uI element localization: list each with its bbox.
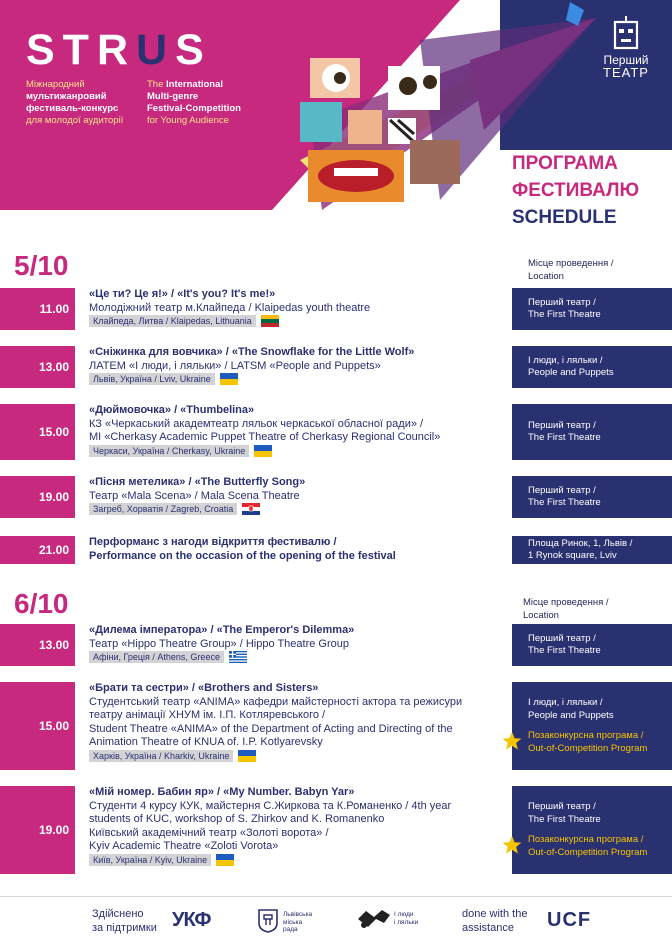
- star-icon: [502, 731, 522, 751]
- support-text-en: done with the assistance: [462, 908, 528, 934]
- ukraine-flag-icon: [216, 854, 234, 866]
- tagline-en: The International Multi-genre Festival-Competition for Young Audience: [147, 79, 241, 126]
- lithuania-flag-icon: [261, 315, 279, 327]
- event-venue: Перший театр / The First Theatre: [512, 476, 672, 518]
- event-time: 21.00: [0, 536, 75, 564]
- event-venue: Перший театр / The First Theatre: [512, 288, 672, 330]
- event-city: Львів, Україна / Lviv, Ukraine: [89, 373, 215, 385]
- ukraine-flag-icon: [254, 445, 272, 457]
- event-item: «Сніжинка для вовчика» / «The Snowflake for the Little Wolf» ЛАТЕМ «І люди, і ляльки» / LATSM «People and Puppets» Львів, Україна / Lviv, Ukraine: [89, 346, 415, 385]
- event-city: Харків, Україна / Kharkiv, Ukraine: [89, 750, 233, 762]
- lviv-council-logo: Львівська міська рада: [283, 911, 313, 933]
- first-theatre-logo: [596, 16, 656, 79]
- event-item: Перформанс з нагоди відкриття фестивалю / Performance on the occasion of the opening of the festival: [89, 536, 396, 562]
- event-venue: І люди, і ляльки / People and Puppets: [512, 346, 672, 388]
- star-icon: [502, 835, 522, 855]
- event-item: «Це ти? Це я!» / «It's you? It's me!» Молодіжний театр м.Клайпеда / Klaipedas youth theatre Клайпеда, Литва / Klaipedas, Lithuania: [89, 288, 371, 327]
- strus-logo: STRUS: [26, 26, 212, 74]
- tagline-ua: Міжнародний мультижанровий фестиваль-конкурс для молодої аудиторії: [26, 79, 124, 126]
- event-venue: Площа Ринок, 1, Львів / 1 Rynok square, Lviv: [512, 536, 672, 564]
- event-item: «Мій номер. Бабин яр» / «My Number. Babyn Yar» Студенти 4 курсу КУК, майстерня С.Жиркова та К.Романенко / 4th year students of KUC, workshop of S. Zhirkov and K. Romanenko Київський академічний театр «Золоті ворота» / Kyiv Academic Theatre «Zoloti Vorota» Київ, Україна / Kyiv, Ukraine: [89, 786, 452, 865]
- out-of-competition-label: Позаконкурсна програма /: [528, 834, 644, 845]
- support-text-ua: Здійснено за підтримки: [92, 908, 157, 934]
- theatre-mask-icon: [612, 16, 640, 50]
- partner-name-2: ТЕАТР: [603, 65, 649, 80]
- event-city: Київ, Україна / Kyiv, Ukraine: [89, 854, 211, 866]
- event-time: 13.00: [0, 624, 75, 666]
- day-heading-5-10: 5/10: [14, 250, 69, 281]
- croatia-flag-icon: [242, 503, 260, 515]
- ukraine-flag-icon: [238, 750, 256, 762]
- event-time: 13.00: [0, 346, 75, 388]
- location-header: Місце проведення / Location: [528, 258, 614, 282]
- ukf-logo: УКФ: [172, 909, 211, 931]
- puppets-theatre-logo-icon: [356, 907, 392, 931]
- event-city: Афіни, Греція / Athens, Greece: [89, 651, 224, 663]
- event-item: «Брати та сестри» / «Brothers and Sisters» Студентський театр «ANIMA» кафедри майстерності актора та режисури театру анімації ХНУМ ім. І.П. Котляревського / Student Theatre «ANIMA» of the Department of Acting and Directing of the Animation Theatre of KNUA of. I.P. Kotlyarevsky Харків, Україна / Kharkiv, Ukraine: [89, 682, 463, 761]
- greece-flag-icon: [229, 651, 247, 663]
- event-city: Черкаси, Україна / Cherkasy, Ukraine: [89, 445, 249, 457]
- event-venue: Перший театр / The First Theatre: [512, 404, 672, 460]
- location-header: Місце проведення / Location: [523, 597, 609, 621]
- program-title: ПРОГРАМА ФЕСТИВАЛЮ SCHEDULE: [512, 153, 640, 228]
- event-time: 19.00: [0, 786, 75, 874]
- sponsors-footer: [0, 897, 672, 951]
- event-time: 19.00: [0, 476, 75, 518]
- puppets-theatre-name: І люди і ляльки: [394, 911, 419, 926]
- event-item: «Пісня метелика» / «The Butterfly Song» Театр «Mala Scena» / Mala Scena Theatre Загреб, Хорватія / Zagreb, Croatia: [89, 476, 306, 515]
- event-time: 11.00: [0, 288, 75, 330]
- event-venue: І люди, і ляльки / People and Puppets Позаконкурсна програма / Out-of-Competition Program: [512, 682, 672, 770]
- day-heading-6-10: 6/10: [14, 588, 69, 619]
- ukraine-flag-icon: [220, 373, 238, 385]
- event-time: 15.00: [0, 404, 75, 460]
- ucf-logo: UCF: [547, 909, 592, 931]
- lviv-coat-of-arms-icon: [258, 909, 278, 933]
- event-item: «Дюймовочка» / «Thumbelina» КЗ «Черкаський академтеатр ляльок черкаської обласної ради» / MI «Cherkasy Academic Puppet Theatre of Cherkasy Regional Council» Черкаси, Україна / Cherkasy, Ukraine: [89, 404, 441, 456]
- event-venue: Перший театр / The First Theatre Позаконкурсна програма / Out-of-Competition Program: [512, 786, 672, 874]
- partner-name: Перший: [603, 53, 649, 67]
- event-city: Загреб, Хорватія / Zagreb, Croatia: [89, 503, 237, 515]
- event-venue: Перший театр / The First Theatre: [512, 624, 672, 666]
- event-time: 15.00: [0, 682, 75, 770]
- event-city: Клайпеда, Литва / Klaipedas, Lithuania: [89, 315, 256, 327]
- out-of-competition-label: Позаконкурсна програма /: [528, 730, 644, 741]
- event-item: «Дилема імператора» / «The Emperor's Dilemma» Театр «Hippo Theatre Group» / Hippo Theatre Group Афіни, Греція / Athens, Greece: [89, 624, 355, 663]
- festival-header: [0, 0, 672, 228]
